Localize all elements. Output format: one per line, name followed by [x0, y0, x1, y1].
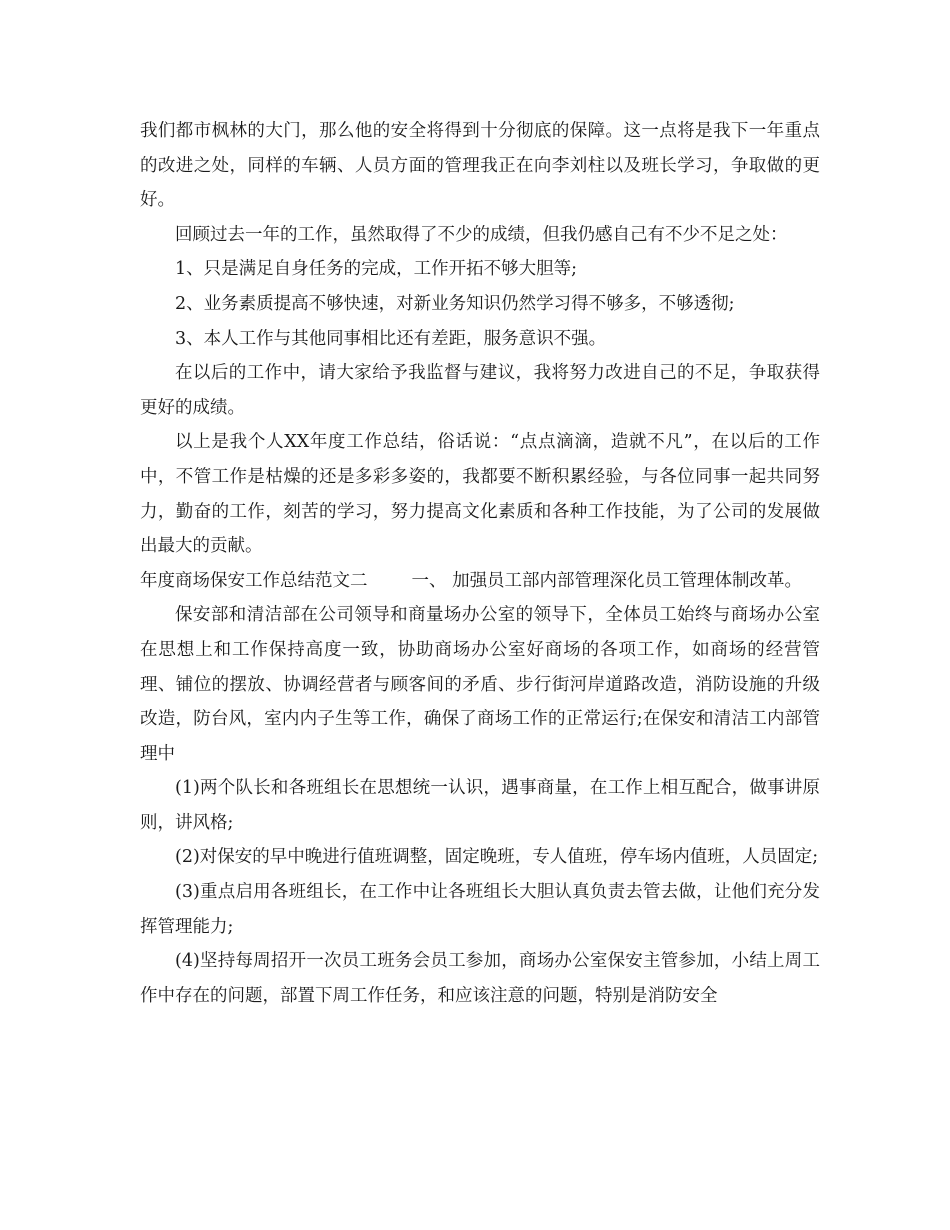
list-item-measure-3: (3)重点启用各班组长，在工作中让各班组长大胆认真负责去管去做，让他们充分发挥管理能力;: [140, 882, 820, 937]
section-heading: 一、 加强员工部内部管理深化员工管理体制改革。: [411, 570, 803, 591]
list-item-shortcoming-1: 1、只是满足自身任务的完成，工作开拓不够大胆等;: [175, 259, 578, 280]
paragraph-future-work: 在以后的工作中，请大家给予我监督与建议，我将努力改进自己的不足，争取获得更好的成绩。: [140, 363, 820, 418]
paragraph-review: 回顾过去一年的工作，虽然取得了不少的成绩，但我仍感自己有不少不足之处：: [175, 224, 788, 245]
list-item-measure-4: (4)坚持每周招开一次员工班务会员工参加，商场办公室保安主管参加，小结上周工作中存在的问题，部置下周工作任务，和应该注意的问题，特别是消防安全: [140, 951, 820, 1006]
list-item-shortcoming-3: 3、本人工作与其他同事相比还有差距，服务意识不强。: [175, 328, 607, 349]
list-item-shortcoming-2: 2、业务素质提高不够快速，对新业务知识仍然学习得不够多，不够透彻;: [175, 293, 735, 314]
section-title: 年度商场保安工作总结范文二: [140, 570, 368, 591]
section-heading-line: [140, 564, 820, 599]
paragraph-conclusion: 以上是我个人XX年度工作总结，俗话说：“点点滴滴，造就不凡”，在以后的工作中，不管工作是枯燥的还是多彩多姿的，我都要不断积累经验，与各位同事一起共同努力，勤奋的工作，刻苦的学习，努力提高文化素质和各种工作技能，为了公司的发展做出最大的贡献。: [140, 432, 820, 557]
paragraph-security-overview: 保安部和清洁部在公司领导和商量场办公室的领导下，全体员工始终与商场办公室在思想上和工作保持高度一致，协助商场办公室好商场的各项工作，如商场的经营管理、铺位的摆放、协调经营者与顾客间的矛盾、步行街河岸道路改造，消防设施的升级改造，防台风，室内内子生等工作，确保了商场工作的正常运行;在保安和清洁工内部管理中: [140, 605, 820, 764]
list-item-measure-2: (2)对保安的早中晚进行值班调整，固定晚班，专人值班，停车场内值班，人员固定;: [175, 847, 819, 868]
list-item-measure-1: (1)两个队长和各班组长在思想统一认识，遇事商量，在工作上相互配合，做事讲原则，讲风格;: [140, 778, 820, 833]
paragraph-continuation: 我们都市枫林的大门，那么他的安全将得到十分彻底的保障。这一点将是我下一年重点的改进之处，同样的车辆、人员方面的管理我正在向李刘柱以及班长学习，争取做的更好。: [140, 121, 820, 211]
